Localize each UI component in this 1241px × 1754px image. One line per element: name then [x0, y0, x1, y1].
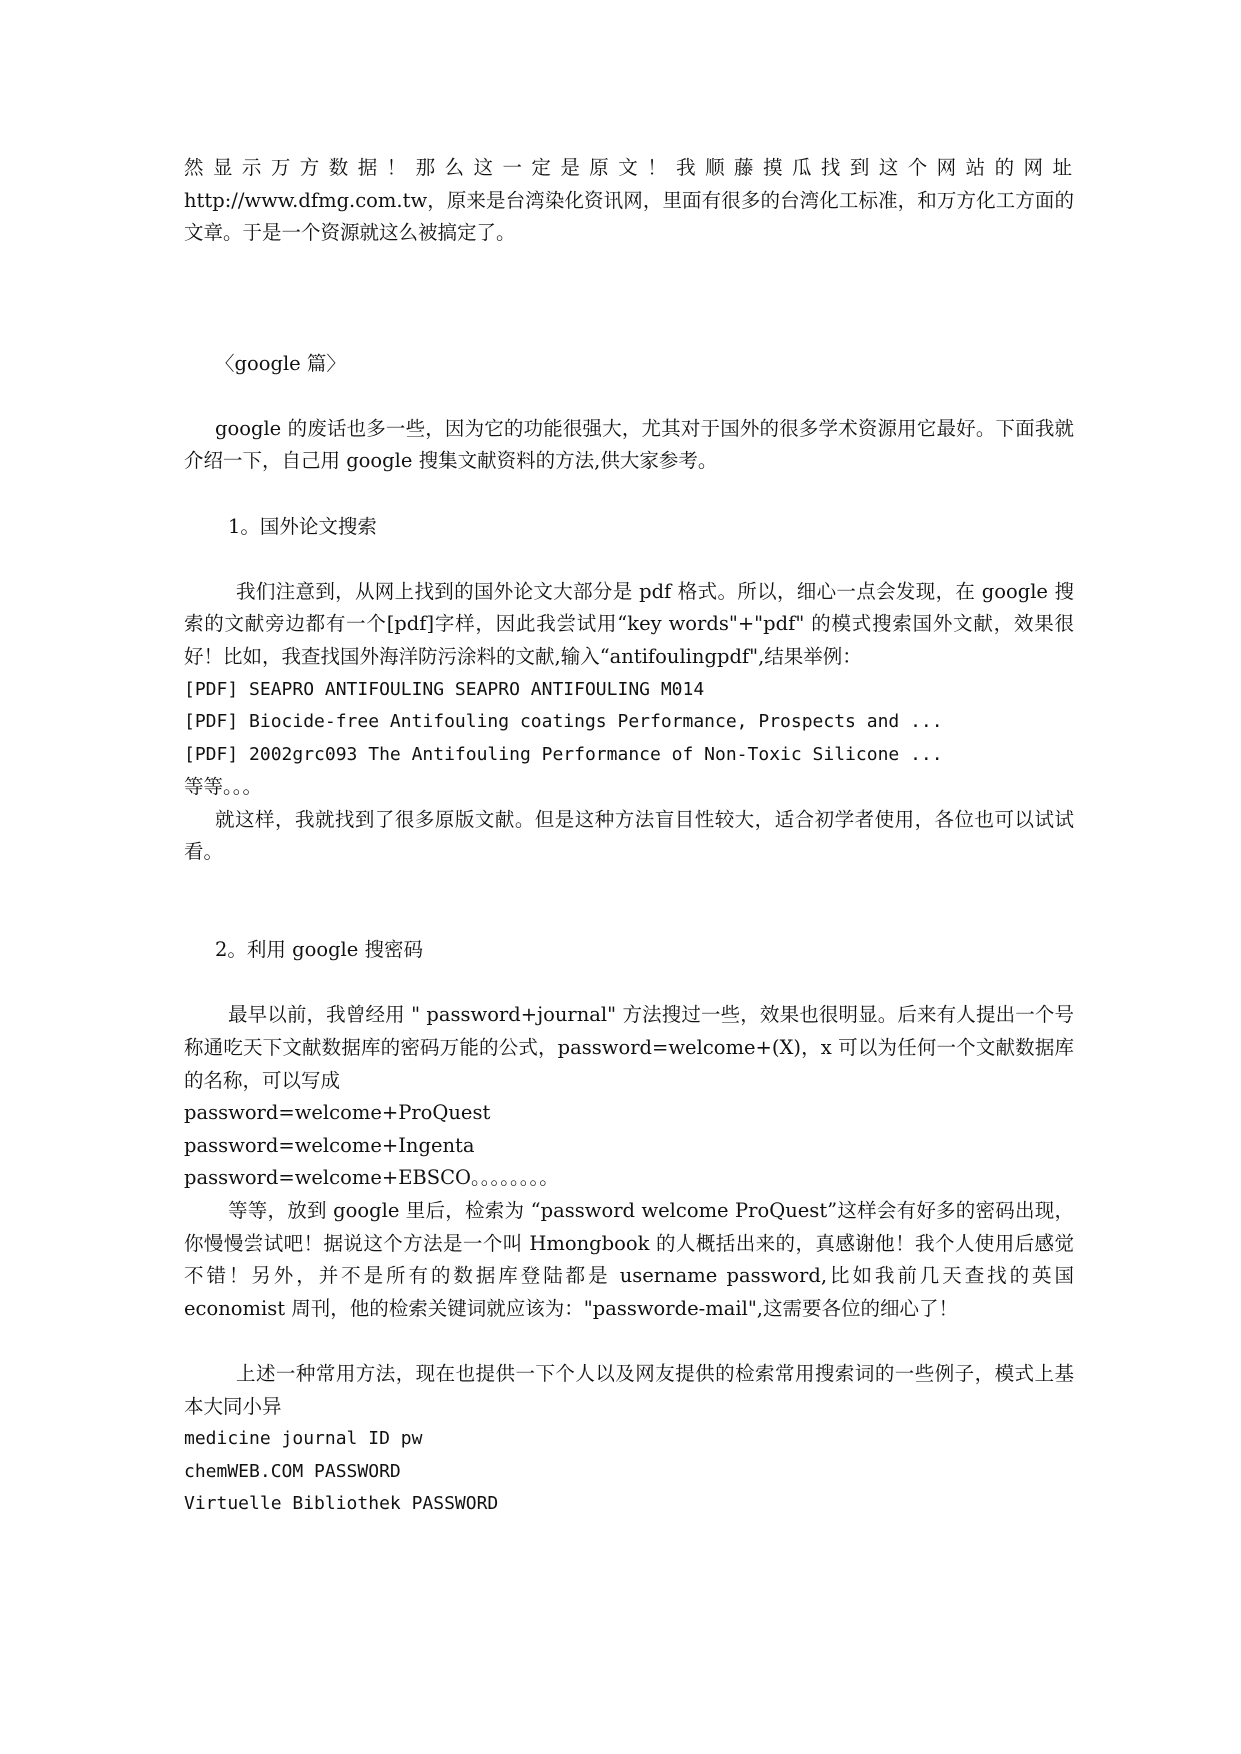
part2-paragraph-2: 等等，放到 google 里后，检索为 “password welcome ProQuest”这样会有好多的密码出现，你慢慢尝试吧！据说这个方法是一个叫 Hmongbook 的人概括出来的，真感谢他！我个人使用后感觉不错！另外，并不是所有的数据库登陆都是 username password,比如我前几天查找的英国 economist 周刊，他的检索关键词就应该为："passworde-mail",这需要各位的细心了！	[184, 1199, 1074, 1320]
result-item: [PDF] SEAPRO ANTIFOULING SEAPRO ANTIFOULING M014	[184, 678, 705, 700]
formula-item: password=welcome+EBSCO。。。。。。。。	[184, 1166, 559, 1190]
part1-title: 1。国外论文搜索	[228, 514, 377, 538]
part1-paragraph: 我们注意到，从网上找到的国外论文大部分是 pdf 格式。所以，细心一点会发现，在 google 搜索的文献旁边都有一个[pdf]字样，因此我尝试用“key words"+"pdf" 的模式搜索国外文献，效果很好！比如，我查找国外海洋防污涂料的文献,输入“antifoulingpdf",结果举例：	[184, 579, 1074, 668]
example-item: chemWEB.COM PASSWORD	[184, 1460, 401, 1482]
section-heading-google: 〈google 篇〉	[215, 351, 346, 375]
formula-item: password=welcome+ProQuest	[184, 1101, 491, 1125]
part2-title: 2。利用 google 搜密码	[215, 938, 424, 962]
formula-item: password=welcome+Ingenta	[184, 1133, 475, 1157]
intro-line-1: 然显示万方数据！那么这一定是原文！我顺藤摸瓜找到这个网站的网址	[184, 156, 1074, 179]
part1-etc: 等等。。。	[184, 775, 263, 799]
result-item: [PDF] Biocide-free Antifouling coatings Performance, Prospects and ...	[184, 711, 943, 733]
google-intro-paragraph: google 的废话也多一些，因为它的功能很强大，尤其对于国外的很多学术资源用它最好。下面我就介绍一下，自己用 google 搜集文献资料的方法,供大家参考。	[184, 416, 1074, 473]
part3-paragraph: 上述一种常用方法，现在也提供一下个人以及网友提供的检索常用搜索词的一些例子，模式上基本大同小异	[184, 1361, 1074, 1418]
example-item: Virtuelle Bibliothek PASSWORD	[184, 1493, 499, 1515]
part2-paragraph: 最早以前，我曾经用 " password+journal" 方法搜过一些，效果也很明显。后来有人提出一个号称通吃天下文献数据库的密码万能的公式，password=welcome+(X)，x 可以为任何一个文献数据库的名称，可以写成	[184, 1003, 1074, 1092]
example-item: medicine journal ID pw	[184, 1428, 423, 1450]
document-body	[184, 152, 1074, 1521]
part1-conclusion: 就这样，我就找到了很多原版文献。但是这种方法盲目性较大，适合初学者使用，各位也可以试试看。	[184, 807, 1074, 864]
intro-line-2: http://www.dfmg.com.tw，原来是台湾染化资讯网，里面有很多的台湾化工标准，和万方化工方面的文章。于是一个资源就这么被搞定了。	[184, 188, 1074, 245]
result-item: [PDF] 2002grc093 The Antifouling Performance of Non-Toxic Silicone ...	[184, 743, 943, 765]
